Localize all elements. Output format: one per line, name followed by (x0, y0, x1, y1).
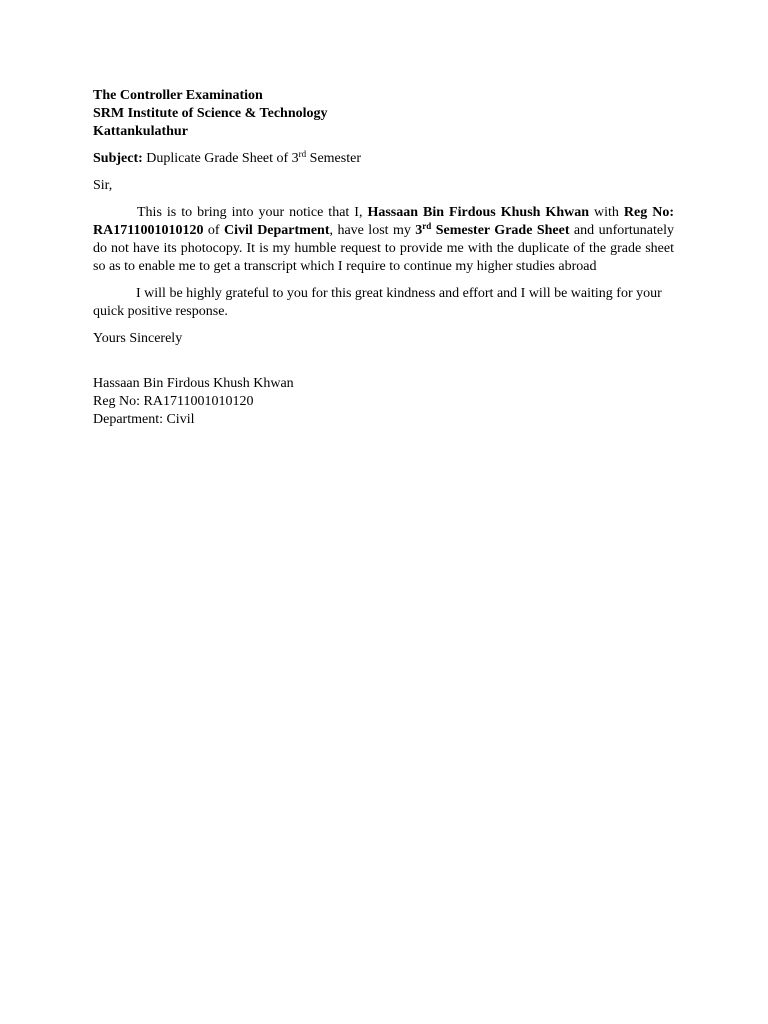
paragraph-1-text: of (203, 223, 224, 238)
semester-number: 3 (415, 223, 423, 238)
recipient-location: Kattankulathur (93, 124, 188, 139)
semester-superscript: rd (422, 221, 432, 231)
salutation: Sir, (93, 178, 113, 193)
paragraph-1-text: This is to bring into your notice that I, (137, 205, 368, 220)
recipient-title: The Controller Examination (93, 88, 263, 103)
subject-text: Duplicate Grade Sheet of 3 (142, 151, 299, 166)
recipient-address (93, 87, 674, 141)
subject-text-end: Semester (306, 151, 361, 166)
signature-block (93, 375, 674, 429)
student-name: Hassaan Bin Firdous Khush Khwan (367, 205, 589, 220)
subject-line (93, 150, 674, 168)
paragraph-1-text: with (589, 205, 624, 220)
signature-reg: Reg No: RA1711001010120 (93, 394, 254, 409)
subject-superscript: rd (298, 149, 307, 159)
paragraph-1 (93, 204, 674, 276)
paragraph-2: I will be highly grateful to you for this great kindness and effort and I will be waiting for your quick positive response. (93, 286, 662, 319)
signature-department: Department: Civil (93, 412, 195, 427)
signature-name: Hassaan Bin Firdous Khush Khwan (93, 376, 294, 391)
registration-number: Reg No: RA1711001010120 (93, 205, 674, 238)
semester-grade-sheet: Semester Grade Sheet (431, 223, 570, 238)
subject-label: Subject: (93, 151, 143, 166)
paragraph-1-text: , have lost my (329, 223, 416, 238)
closing: Yours Sincerely (93, 331, 183, 346)
letter-body (93, 87, 674, 429)
paragraph-1-text: and unfortunately do not have its photocopy. It is my humble request to provide me with the duplicate of the grade sheet so as to enable me to get a transcript which I require to continue my higher studies abroad (93, 223, 674, 274)
recipient-institute: SRM Institute of Science & Technology (93, 106, 328, 121)
department-name: Civil Department (223, 223, 330, 238)
